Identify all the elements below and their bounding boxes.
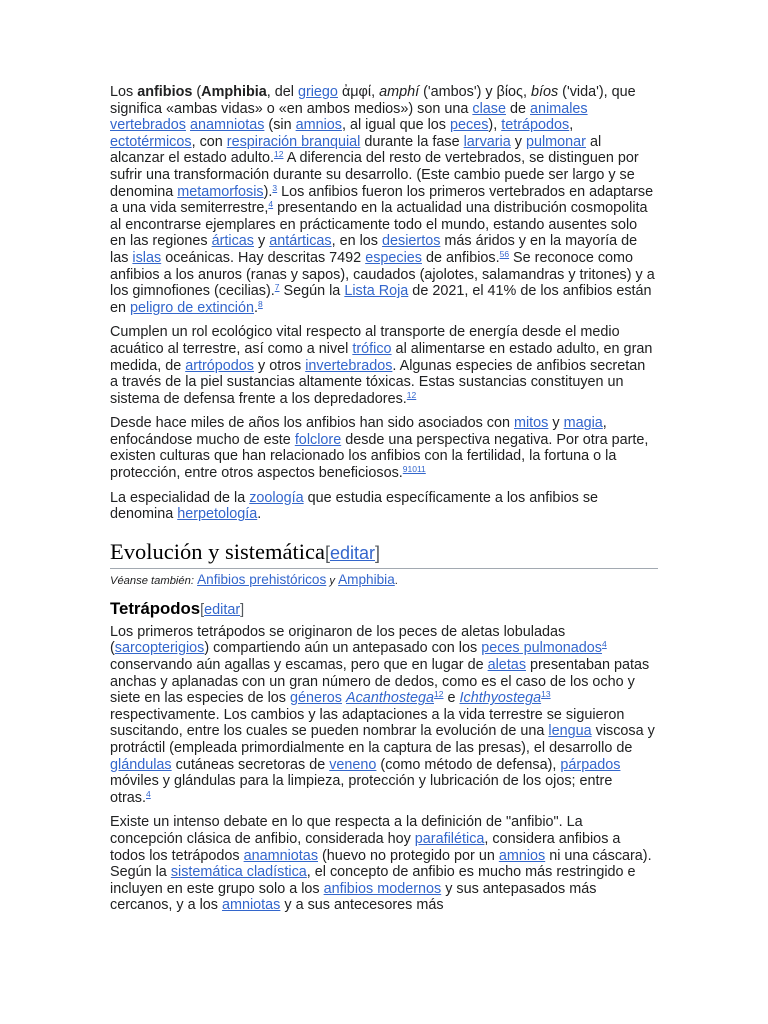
link-sistematica-cladistica[interactable]: sistemática cladística — [170, 864, 307, 881]
section-heading-evolucion — [110, 538, 658, 569]
link-acanthostega[interactable]: Acanthostega — [346, 690, 435, 707]
text: , en los — [331, 233, 382, 250]
text: al alcanzar el estado adulto. — [110, 133, 602, 167]
text: durante la fase — [360, 133, 464, 150]
text: ('ambos') y βίος, — [419, 84, 531, 100]
reference-link[interactable]: 8 — [258, 298, 263, 309]
text: que estudia específicamente a los anfibios se denomina — [110, 489, 599, 523]
bracket: [ — [200, 601, 205, 618]
text: oceánicas. Hay descritas 7492 — [161, 249, 366, 266]
reference-link[interactable]: 12 — [434, 689, 444, 700]
herpetology-paragraph — [110, 490, 656, 523]
text: de anfibios. — [421, 249, 500, 266]
reference-link[interactable]: 7 — [274, 282, 280, 293]
text: , enfocándose mucho de este — [110, 415, 607, 448]
italic-term: amphí — [379, 84, 420, 100]
text: Cumplen un rol ecológico vital respecto al transporte de energía desde el medio acuático al terrestre, así como a nivel — [110, 324, 620, 357]
text: La especialidad de la — [110, 489, 250, 506]
link-amnios[interactable]: amnios — [498, 847, 546, 864]
text: respectivamente. Los cambios y las adaptaciones a la vida terrestre se siguieron suscitando, entre los cuales se pueden nombrar la evolución de una — [110, 706, 625, 740]
text: . — [257, 506, 262, 523]
text: , — [569, 117, 574, 134]
link-anfibios-modernos[interactable]: anfibios modernos — [323, 880, 442, 897]
reference-link[interactable]: 4 — [268, 199, 274, 210]
text: y a sus antecesores más — [280, 897, 444, 914]
link-vertebrados[interactable]: vertebrados — [110, 117, 186, 134]
text: A diferencia del resto de vertebrados, se distinguen por sufrir una transformación durante su desarrollo. (Este cambio puede ser largo y se denomina — [110, 150, 639, 200]
edit-subsection-link — [200, 602, 244, 618]
text: ἀμφί, — [337, 84, 380, 100]
link-animales[interactable]: animales — [530, 100, 588, 117]
text: , el concepto de anfibio es mucho más restringido e incluyen en este grupo solo a los — [110, 864, 636, 897]
text: . Algunas especies de anfibios secretan a través de la piel sustancias altamente tóxicas. Estas sustancias constituyen un sistema de defensa frente a los depredadores. — [110, 357, 646, 407]
link-anamniotas[interactable]: anamniotas — [243, 847, 319, 864]
text: e — [443, 690, 460, 707]
bold-term: Amphibia — [201, 84, 267, 100]
text: Existe un intenso debate en lo que respecta a la definición de "anfibio". La concepción clásica de anfibio, considerada hoy — [110, 814, 583, 847]
edit-link[interactable]: editar — [329, 542, 375, 563]
tetrapods-paragraph — [110, 624, 656, 807]
subsection-heading-tetrapodos — [110, 599, 656, 620]
text: ni una cáscara). Según la — [110, 847, 652, 881]
link-clase[interactable]: clase — [472, 100, 506, 117]
bracket: ] — [375, 542, 381, 563]
link-islas[interactable]: islas — [132, 249, 162, 266]
reference-link[interactable]: 4 — [602, 639, 607, 650]
link-veneno[interactable]: veneno — [329, 756, 377, 773]
text: de — [505, 100, 530, 117]
link-pulmonar[interactable]: pulmonar — [525, 133, 586, 150]
text: Los primeros tetrápodos se originaron de los peces de aletas lobuladas ( — [110, 623, 566, 657]
article-body — [110, 84, 656, 922]
text: (como método de defensa), — [376, 756, 561, 773]
text: , con — [191, 133, 227, 150]
link-anfibios-prehistoricos[interactable]: Anfibios prehistóricos — [197, 571, 327, 587]
text: ). — [263, 183, 273, 200]
link-magia[interactable]: magia — [563, 415, 603, 432]
text: Los — [110, 84, 138, 100]
text: ( — [192, 84, 202, 100]
text: (sin — [264, 117, 296, 134]
link-folclore[interactable]: folclore — [294, 431, 342, 448]
link-peces[interactable]: peces — [450, 117, 489, 134]
bracket: ] — [240, 601, 245, 618]
link-amnios[interactable]: amnios — [295, 117, 342, 134]
text: y sus antepasados más cercanos, y a los — [110, 880, 597, 914]
link-griego[interactable]: griego — [297, 84, 338, 100]
reference-link[interactable]: 56 — [499, 248, 510, 259]
link-peligro-extincion[interactable]: peligro de extinción — [130, 299, 255, 316]
edit-section-link — [325, 543, 380, 563]
intro-paragraph — [110, 84, 656, 316]
edit-link[interactable]: editar — [204, 601, 241, 618]
bold-term: anfibios — [137, 84, 193, 100]
subsection-title: Tetrápodos — [110, 598, 201, 618]
text: de 2021, el 41% de los anfibios están en — [110, 283, 652, 316]
link-larvaria[interactable]: larvaria — [463, 133, 511, 150]
reference-link[interactable]: 91011 — [402, 464, 426, 475]
reference-link[interactable]: 4 — [146, 788, 151, 799]
link-desiertos[interactable]: desiertos — [382, 233, 441, 250]
bracket: [ — [324, 542, 330, 563]
link-peces-pulmonados[interactable]: peces pulmonados — [481, 640, 603, 657]
text: (huevo no protegido por un — [318, 847, 499, 864]
link-ichthyostega[interactable]: Ichthyostega — [459, 690, 542, 707]
reference-link[interactable]: 13 — [541, 689, 551, 700]
text: , considera anfibios a todos los tetrápodos — [110, 830, 621, 864]
link-parpados[interactable]: párpados — [560, 756, 621, 773]
text: al alimentarse en estado adulto, en gran medida, de — [110, 340, 653, 374]
text: ) compartiendo aún un antepasado con los — [204, 640, 482, 657]
link-aletas[interactable]: aletas — [487, 657, 527, 674]
text: Según la — [279, 283, 345, 300]
text: Se reconoce como anfibios a los anuros (ranas y sapos), caudados (ajolotes, salamandras y tritones) y a los gimnofiones (cecilias). — [110, 249, 655, 300]
text: y — [548, 415, 564, 432]
link-lista-roja[interactable]: Lista Roja — [344, 283, 409, 300]
text: . — [254, 299, 259, 316]
hatnote-prefix: Véanse también: — [110, 574, 198, 587]
link-artropodos[interactable]: artrópodos — [185, 357, 255, 374]
text: más áridos y en la mayoría de las — [110, 233, 638, 266]
text: y — [510, 133, 526, 150]
text: viscosa y protráctil (empleada primordialmente en la captura de las presas), el desarrollo de — [110, 723, 655, 756]
link-mitos[interactable]: mitos — [514, 415, 549, 432]
link-amniotas[interactable]: amniotas — [221, 897, 281, 914]
link-lengua[interactable]: lengua — [548, 723, 592, 740]
link-respiracion-branquial[interactable]: respiración branquial — [226, 133, 361, 150]
text: cutáneas secretoras de — [171, 756, 330, 773]
text: desde una perspectiva negativa. Por otra parte, existen culturas que han relacionado los anfibios con la fertilidad, la fortuna o la protección, entre otros aspectos beneficiosos. — [110, 431, 649, 482]
text: y — [254, 233, 270, 250]
reference-link[interactable]: 12 — [274, 149, 284, 160]
text: presentaban patas anchas y aplanadas con un gran número de dedos, como es el caso de los ocho y siete en las especies de los — [110, 657, 650, 707]
culture-paragraph — [110, 415, 656, 481]
text: ), — [488, 117, 502, 134]
text: móviles y glándulas para la limpieza, protección y lubricación de los ojos; entre otras. — [110, 773, 613, 806]
link-herpetologia[interactable]: herpetología — [177, 506, 258, 523]
text: ('vida'), que significa «ambas vidas» o «en ambos medios») son una — [110, 84, 636, 117]
text: Los anfibios fueron los primeros vertebrados en adaptarse a una vida semiterrestre, — [110, 183, 654, 217]
section-title: Evolución y sistemática — [110, 538, 325, 564]
link-glandulas[interactable]: glándulas — [110, 756, 172, 773]
link-ectotermicos[interactable]: ectotérmicos — [110, 133, 192, 150]
text: presentando en la actualidad una distribución cosmopolita al encontrarse ejemplares en prácticamente todo el mundo, estando ausentes solo en las regiones — [110, 200, 648, 250]
link-sarcopterigios[interactable]: sarcopterigios — [114, 640, 205, 657]
link-generos[interactable]: géneros — [290, 690, 343, 707]
text: . — [394, 574, 398, 587]
reference-link[interactable]: 3 — [272, 182, 278, 193]
link-invertebrados[interactable]: invertebrados — [305, 357, 393, 374]
link-trofico[interactable]: trófico — [352, 340, 392, 357]
reference-link[interactable]: 12 — [406, 389, 417, 400]
link-antarticas[interactable]: antárticas — [269, 233, 332, 250]
link-amphibia[interactable]: Amphibia — [338, 571, 395, 587]
text: , del — [266, 84, 298, 100]
link-parafiletica[interactable]: parafilética — [414, 830, 485, 847]
link-zoologia[interactable]: zoología — [249, 489, 304, 506]
italic-term: bíos — [530, 84, 559, 100]
text: y — [326, 574, 339, 587]
hatnote — [110, 572, 656, 589]
link-anamniotas[interactable]: anamniotas — [190, 117, 265, 134]
link-tetrapodos[interactable]: tetrápodos — [501, 117, 570, 134]
link-especies[interactable]: especies — [365, 249, 422, 266]
text: Desde hace miles de años los anfibios han sido asociados con — [110, 415, 514, 432]
text: y otros — [254, 357, 306, 374]
ecology-paragraph — [110, 324, 656, 407]
text: , al igual que los — [341, 117, 450, 134]
link-articas[interactable]: árticas — [211, 233, 254, 250]
definition-paragraph — [110, 814, 656, 914]
link-metamorfosis[interactable]: metamorfosis — [177, 183, 264, 200]
text: conservando aún agallas y escamas, pero que en lugar de — [110, 657, 488, 674]
